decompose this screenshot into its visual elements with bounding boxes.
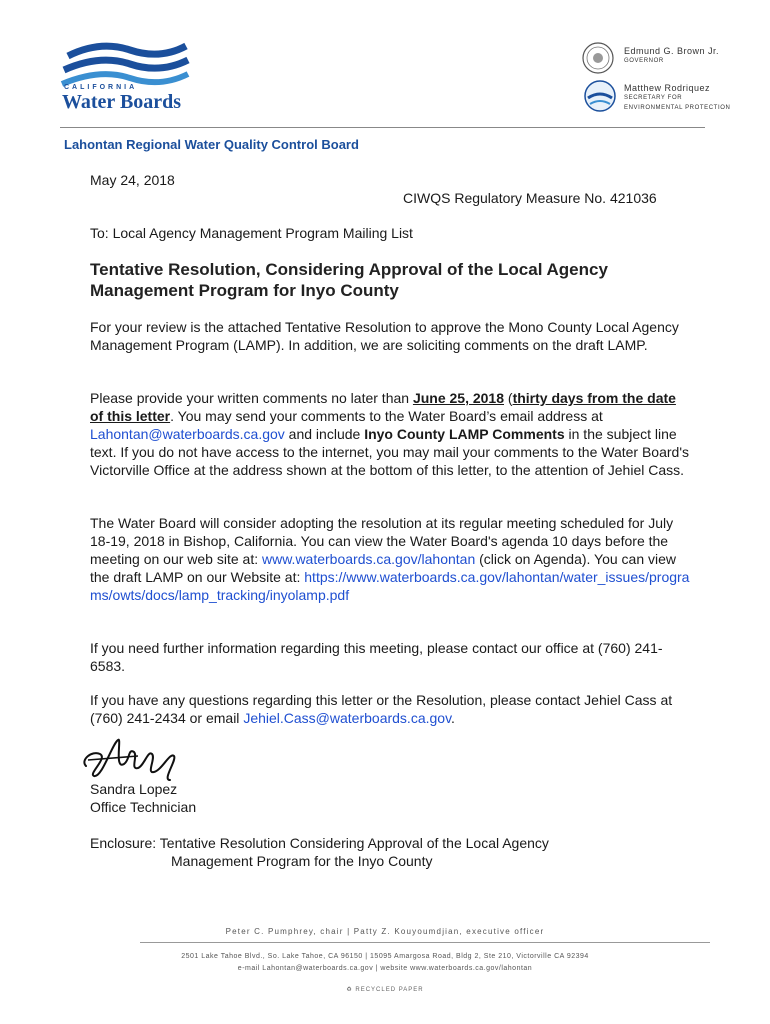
secretary-title-line1: SECRETARY FOR	[624, 95, 683, 101]
subject-line-text: Inyo County LAMP Comments	[364, 426, 565, 442]
p2-text-b: (	[504, 390, 513, 406]
p3-text-a: The Water Board will consider adopting the resolution at its regular meeting scheduled for July 18-19, 2018 in Bishop, California. You can view the Water Board's agenda 10 days before the meeting on our web site at:	[90, 515, 674, 567]
enclosure-block	[90, 834, 690, 870]
paragraph-review: For your review is the attached Tentative Resolution to approve the Mono County Local Agency Management Program (LAMP). In addition, we are soliciting comments on the draft LAMP.	[90, 319, 679, 353]
paragraph-meeting	[90, 514, 690, 604]
governor-title: GOVERNOR	[624, 58, 664, 64]
logo-title: Water Boards	[62, 91, 182, 113]
enclosure-line2: Management Program for the Inyo County	[171, 853, 433, 869]
signatory-name: Sandra Lopez	[90, 781, 178, 797]
signature-image	[78, 730, 188, 786]
lahontan-email-link[interactable]: Lahontan@waterboards.ca.gov	[90, 426, 285, 442]
footer-divider	[140, 942, 710, 943]
letter-title: Tentative Resolution, Considering Approval of the Local Agency Management Program for Inyo County	[90, 260, 608, 300]
board-name: Lahontan Regional Water Quality Control Board	[64, 137, 359, 152]
website-link[interactable]: www.waterboards.ca.gov/lahontan	[262, 551, 476, 567]
paragraph-comments	[90, 389, 690, 479]
p2-text-e: in the subject line text. If you do not have access to the internet, you may mail your comments to the Water Board's Victorville Office at the address shown at the bottom of this letter, to the attention of Jehiel Cass.	[90, 426, 689, 478]
p2-text-d: and include	[284, 426, 365, 442]
secretary-title-line2: ENVIRONMENTAL PROTECTION	[624, 105, 731, 111]
recycled-paper-text: RECYCLED PAPER	[355, 987, 424, 993]
enclosure-line1: Enclosure: Tentative Resolution Considering Approval of the Local Agency	[90, 835, 549, 851]
state-seal-icon	[582, 42, 614, 74]
logo-state-text: CALIFORNIA	[64, 84, 138, 91]
p5-text-a: If you have any questions regarding this letter or the Resolution, please contact Jehiel Cass at (760) 241-2434 or email	[90, 692, 673, 726]
secretary-name: Matthew Rodriquez	[624, 83, 711, 93]
governor-name: Edmund G. Brown Jr.	[624, 46, 720, 56]
p3-text-b: (click on Agenda). You can view the draft LAMP on our Website at:	[90, 551, 677, 585]
signatory-block	[90, 780, 690, 816]
p2-text-c: . You may send your comments to the Water Board’s email address at	[170, 408, 603, 424]
thirty-days-note: thirty days from the date of this letter	[90, 390, 676, 424]
recycled-paper-note	[0, 986, 770, 993]
signatory-title: Office Technician	[90, 799, 197, 815]
letter-date: May 24, 2018	[90, 172, 175, 188]
recycle-icon: ♻	[346, 987, 356, 993]
governor-block	[624, 46, 719, 66]
jehiel-email-link[interactable]: Jehiel.Cass@waterboards.ca.gov	[243, 710, 452, 726]
draft-lamp-link[interactable]: https://www.waterboards.ca.gov/lahontan/water_issues/programs/owts/docs/lamp_tracking/inyolamp.pdf	[90, 569, 690, 603]
recipient-line: To: Local Agency Management Program Mailing List	[90, 225, 413, 241]
paragraph-contact-office: If you need further information regarding this meeting, please contact our office at (760) 241-6583.	[90, 640, 663, 674]
p5-text-b: .	[451, 710, 455, 726]
header-divider	[60, 127, 705, 128]
secretary-block	[624, 83, 730, 113]
regulatory-measure: CIWQS Regulatory Measure No. 421036	[403, 190, 657, 206]
footer-officers: Peter C. Pumphrey, chair | Patty Z. Kouyoumdjian, executive officer	[225, 927, 545, 936]
paragraph-questions	[90, 691, 690, 727]
p2-text-a: Please provide your written comments no later than	[90, 390, 413, 406]
footer-contact: e-mail Lahontan@waterboards.ca.gov | website www.waterboards.ca.gov/lahontan	[237, 965, 533, 972]
calepa-logo-icon	[584, 80, 616, 112]
comment-deadline: June 25, 2018	[412, 390, 504, 406]
footer-address: 2501 Lake Tahoe Blvd., So. Lake Tahoe, CA 96150 | 15095 Amargosa Road, Bldg 2, Ste 210, Victorville CA 92394	[181, 953, 589, 960]
footer-address-block	[0, 951, 770, 975]
